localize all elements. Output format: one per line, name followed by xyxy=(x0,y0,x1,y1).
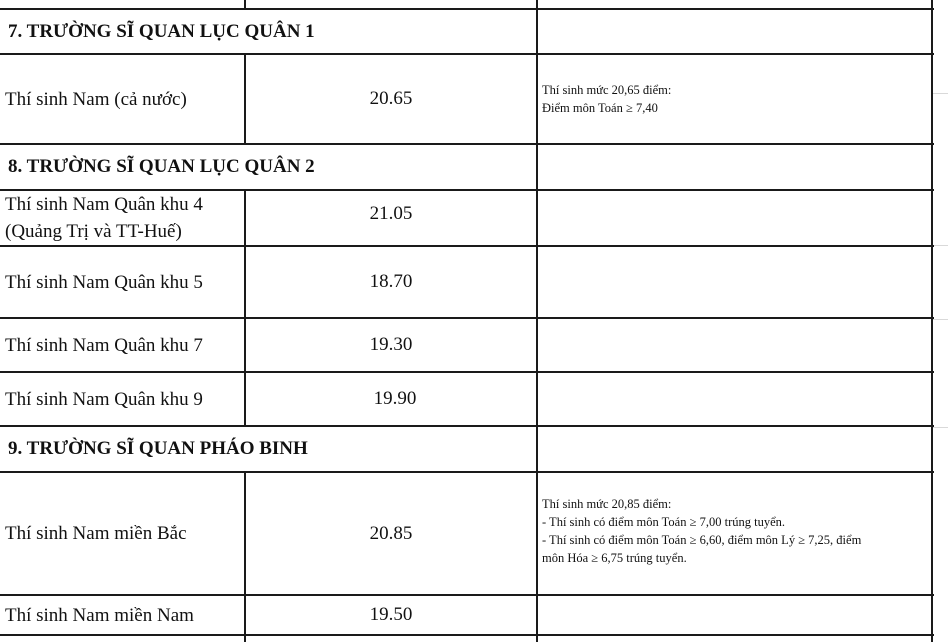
cutoff-score xyxy=(246,473,536,594)
candidate-label xyxy=(0,373,244,425)
cutoff-score xyxy=(246,191,536,245)
cutoff-score-value: 20.65 xyxy=(369,88,413,109)
tiebreak-note xyxy=(538,55,931,143)
cutoff-score xyxy=(246,247,536,317)
cutoff-score xyxy=(246,596,536,634)
grid-line xyxy=(932,245,948,246)
cutoff-score-value: 20.85 xyxy=(369,522,413,544)
grid-line xyxy=(932,319,948,320)
candidate-label xyxy=(0,473,244,594)
candidate-label-text: Thí sinh Nam miền Nam xyxy=(5,604,194,626)
candidate-label-line: (Quảng Trị và TT-Huế) xyxy=(5,221,182,242)
candidate-label-text: Thí sinh Nam Quân khu 7 xyxy=(5,334,203,356)
grid-line xyxy=(932,427,948,428)
candidate-label xyxy=(0,191,244,245)
tiebreak-note xyxy=(538,473,931,594)
cutoff-score-value: 18.70 xyxy=(369,271,413,292)
candidate-label xyxy=(0,596,244,634)
section-title xyxy=(0,427,536,471)
note-line: - Thí sinh có điểm môn Toán ≥ 7,00 trúng tuyển. xyxy=(542,514,785,529)
candidate-label xyxy=(0,319,244,371)
candidate-label xyxy=(0,55,244,143)
note-line: Thí sinh mức 20,85 điểm: xyxy=(542,496,672,511)
cutoff-score-value: 19.50 xyxy=(369,604,413,625)
candidate-label-text: Thí sinh Nam Quân khu 9 xyxy=(5,388,203,410)
row-border xyxy=(0,634,934,636)
col-border xyxy=(244,0,246,10)
note-line: - Thí sinh có điểm môn Toán ≥ 6,60, điểm môn Lý ≥ 7,25, điểm xyxy=(542,532,862,547)
note-line: Điểm môn Toán ≥ 7,40 xyxy=(542,101,658,115)
candidate-label xyxy=(0,247,244,317)
section-title-text: 8. TRƯỜNG SĨ QUAN LỤC QUÂN 2 xyxy=(8,156,315,177)
section-title-text: 9. TRƯỜNG SĨ QUAN PHÁO BINH xyxy=(8,438,308,459)
cutoff-score xyxy=(250,373,540,425)
cutoff-score-value: 19.90 xyxy=(373,388,417,409)
candidate-label-text: Thí sinh Nam miền Bắc xyxy=(5,523,187,544)
cutoff-score-value: 19.30 xyxy=(369,334,413,355)
note-line: môn Hóa ≥ 6,75 trúng tuyển. xyxy=(542,550,687,565)
note-line: Thí sinh mức 20,65 điểm: xyxy=(542,83,672,97)
cutoff-score xyxy=(246,55,536,143)
section-title xyxy=(0,10,536,53)
section-title-text: 7. TRƯỜNG SĨ QUAN LỤC QUÂN 1 xyxy=(8,20,315,42)
col-border xyxy=(931,0,933,642)
grid-line xyxy=(932,93,948,94)
candidate-label-text: Thí sinh Nam Quân khu 5 xyxy=(5,271,203,293)
candidate-label-text: Thí sinh Nam (cả nước) xyxy=(5,88,187,110)
cutoff-score-value: 21.05 xyxy=(369,203,413,224)
candidate-label-line: Thí sinh Nam Quân khu 4 xyxy=(5,194,203,215)
cutoff-score xyxy=(246,319,536,371)
section-title xyxy=(0,145,536,189)
